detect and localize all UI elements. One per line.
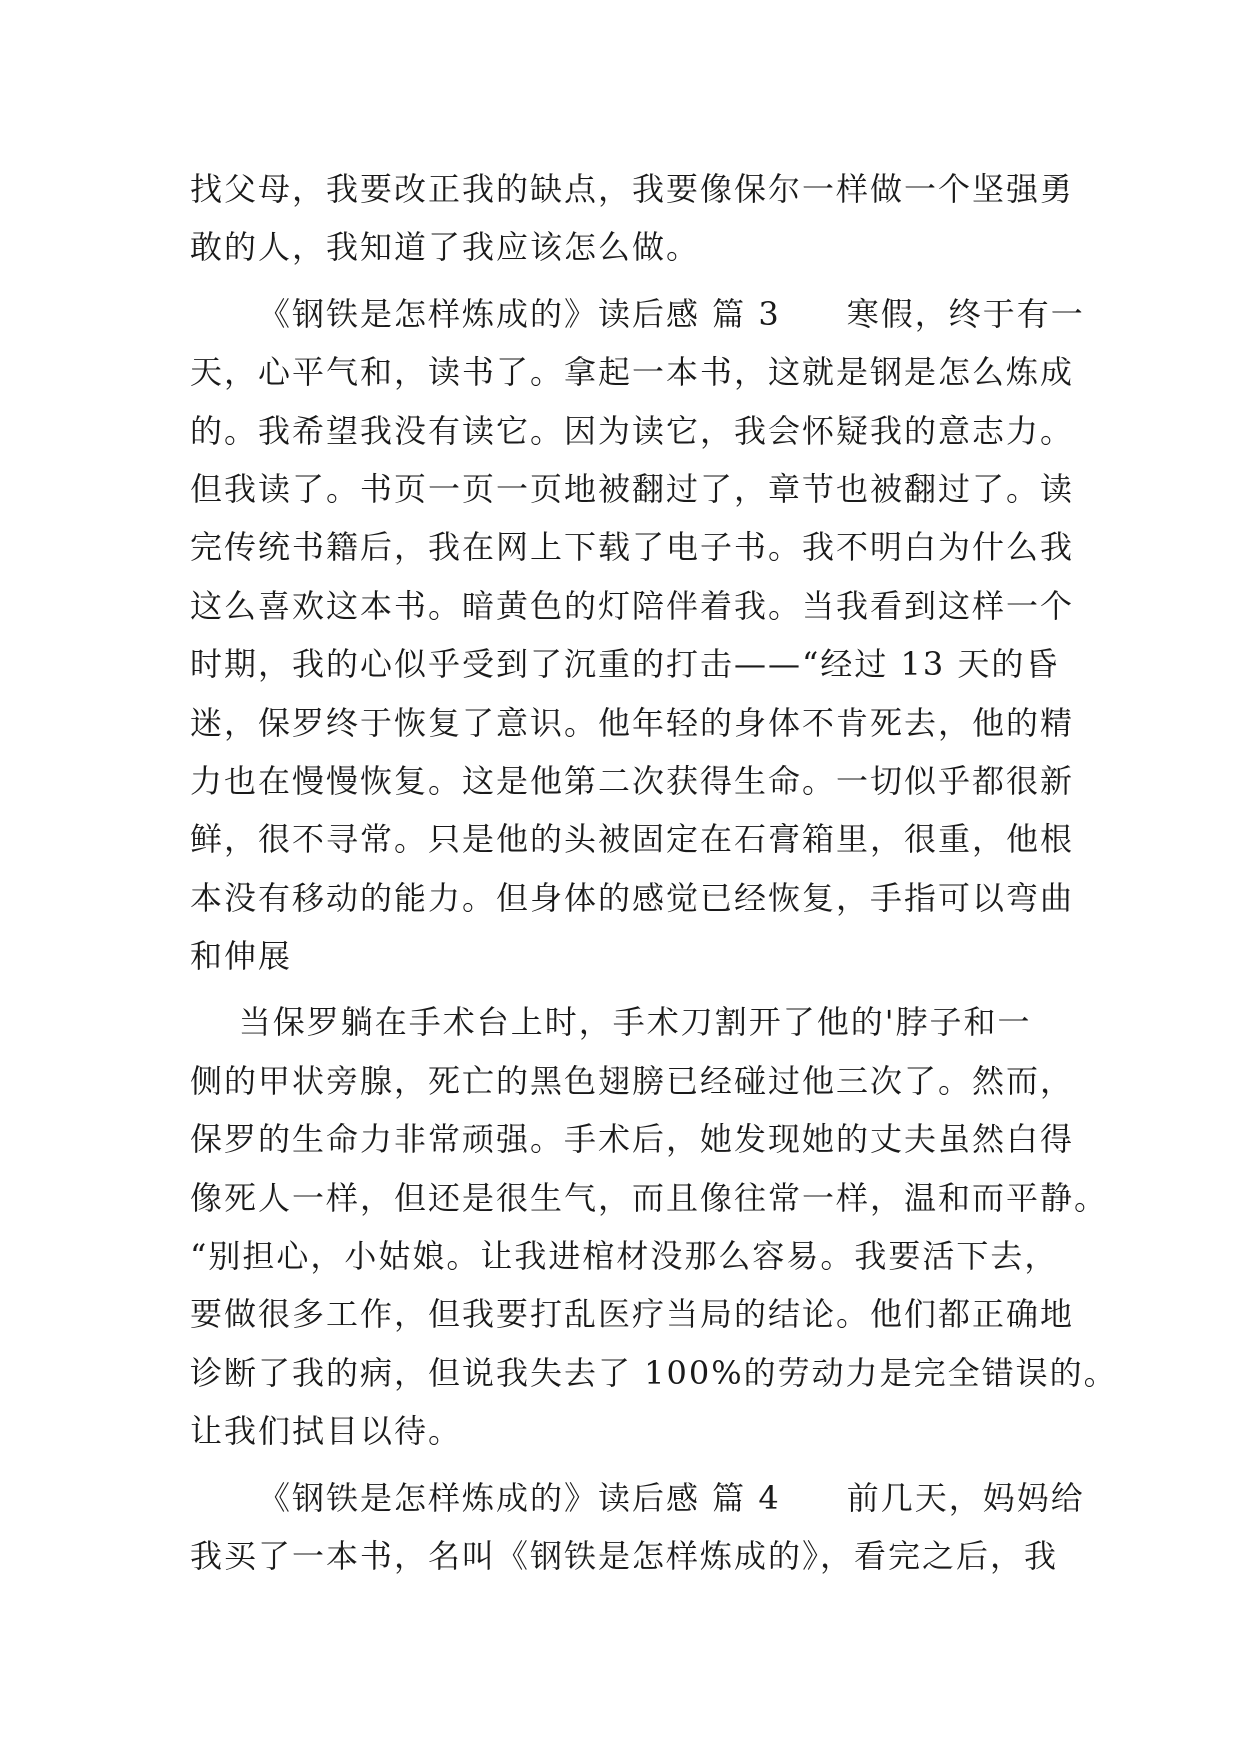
section-heading-line: [190, 1469, 1085, 1527]
text-line: 敢的人，我知道了我应该怎么做。: [190, 228, 701, 267]
text-line: 但我读了。书页一页一页地被翻过了，章节也被翻过了。读: [190, 469, 1075, 508]
text-line: 像死人一样，但还是很生气，而且像往常一样，温和而平静。: [190, 1178, 1109, 1217]
text-line: 迷，保罗终于恢复了意识。他年轻的身体不肯死去，他的精: [190, 703, 1075, 742]
text-line: 让我们拭目以待。: [190, 1412, 463, 1451]
text-line: 的。我希望我没有读它。因为读它，我会怀疑我的意志力。: [190, 411, 1075, 450]
text-line: 侧的甲状旁腺，死亡的黑色翅膀已经碰过他三次了。然而，: [190, 1061, 1075, 1100]
text-line: “别担心，小姑娘。让我进棺材没那么容易。我要活下去，: [190, 1237, 1059, 1276]
text-line: 和伸展: [190, 937, 293, 976]
body-text: [190, 160, 1118, 1585]
text-line: 诊断了我的病，但说我失去了 100%的劳动力是完全错误的。: [190, 1353, 1118, 1392]
text-line: 完传统书籍后，我在网上下载了电子书。我不明白为什么我: [190, 528, 1075, 567]
paragraph-gap: [190, 985, 1060, 993]
section-heading-line: [190, 285, 1085, 343]
section-title: 《钢铁是怎样炼成的》读后感 篇 4: [258, 1478, 781, 1517]
text-line: 前几天，妈妈给: [846, 1478, 1085, 1517]
text-line: 要做很多工作，但我要打乱医疗当局的结论。他们都正确地: [190, 1295, 1075, 1334]
section-title: 《钢铁是怎样炼成的》读后感 篇 3: [258, 294, 781, 333]
text-line: 当保罗躺在手术台上时，手术刀割开了他的'脖子和一: [190, 1003, 1032, 1042]
text-line: 保罗的生命力非常顽强。手术后，她发现她的丈夫虽然白得: [190, 1120, 1075, 1159]
paragraph-gap: [190, 1461, 1060, 1469]
text-line: 寒假，终于有一: [846, 294, 1085, 333]
text-line: 本没有移动的能力。但身体的感觉已经恢复，手指可以弯曲: [190, 878, 1075, 917]
paragraph-gap: [190, 277, 1060, 285]
text-line: 找父母，我要改正我的缺点，我要像保尔一样做一个坚强勇: [190, 170, 1075, 208]
text-line: 天，心平气和，读书了。拿起一本书，这就是钢是怎么炼成: [190, 353, 1075, 392]
text-line: 鲜，很不寻常。只是他的头被固定在石膏箱里，很重，他根: [190, 820, 1075, 859]
text-line: 力也在慢慢恢复。这是他第二次获得生命。一切似乎都很新: [190, 761, 1075, 800]
text-line: 这么喜欢这本书。暗黄色的灯陪伴着我。当我看到这样一个: [190, 586, 1075, 625]
text-line: 时期，我的心似乎受到了沉重的打击——“经过 13 天的昏: [190, 645, 1060, 684]
text-line: 我买了一本书，名叫《钢铁是怎样炼成的》，看完之后，我: [190, 1536, 1059, 1575]
